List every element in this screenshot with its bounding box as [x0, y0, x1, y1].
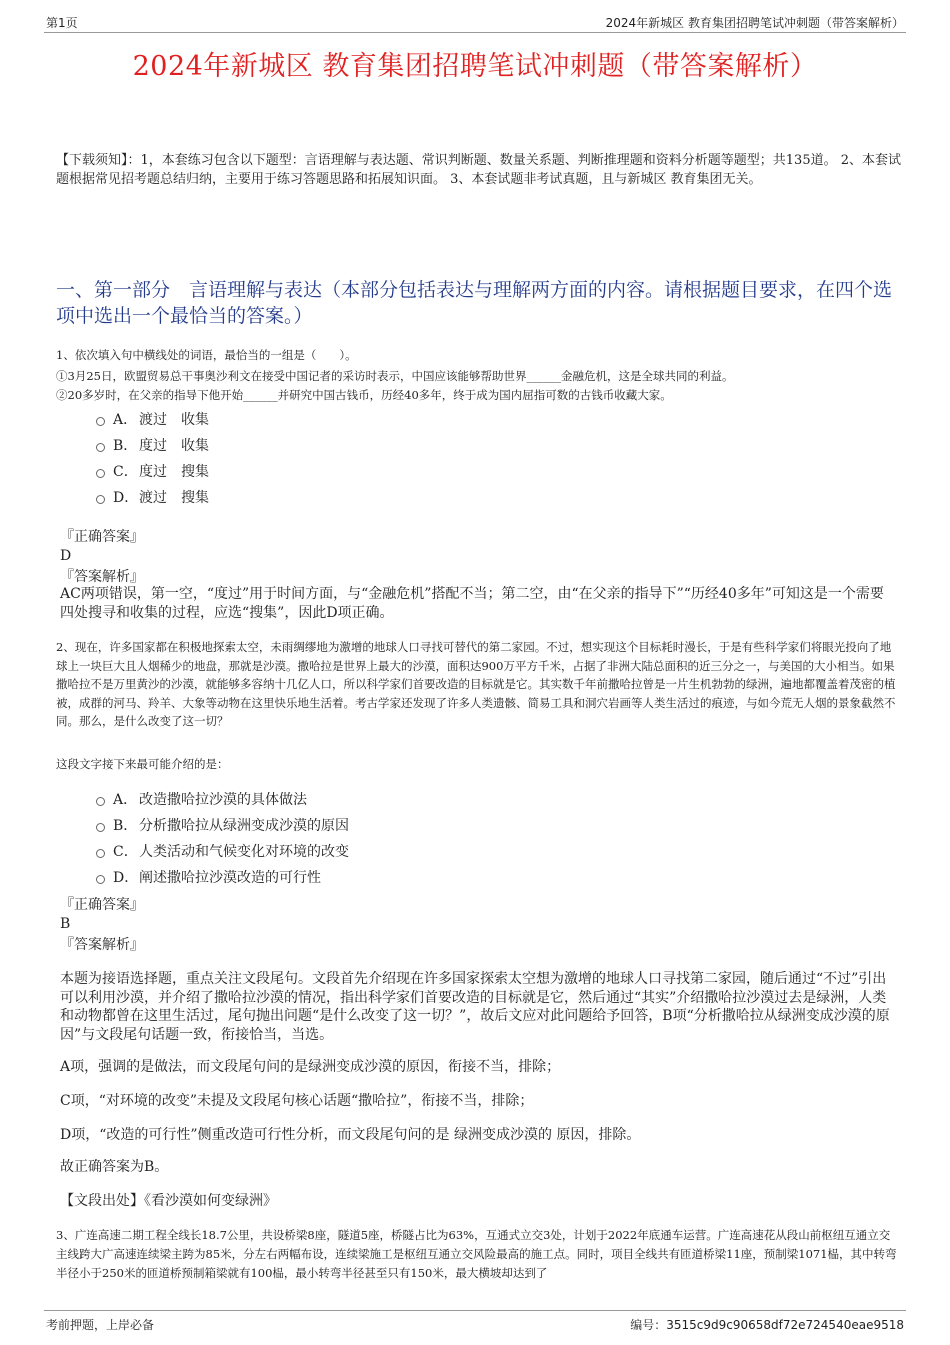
document-title: 2024年新城区 教育集团招聘笔试冲刺题（带答案解析）: [132, 51, 818, 82]
q1-option-c[interactable]: C． 度过 搜集: [96, 458, 209, 484]
page-number: 第1页: [46, 16, 78, 30]
radio-icon[interactable]: [96, 823, 105, 832]
radio-icon[interactable]: [96, 797, 105, 806]
q2-prompt: 这段文字接下来最可能介绍的是：: [56, 757, 229, 771]
radio-icon[interactable]: [96, 495, 105, 504]
q2-option-a[interactable]: A． 改造撒哈拉沙漠的具体做法: [96, 786, 349, 812]
footer-note: 考前押题，上岸必备: [46, 1318, 155, 1332]
q1-answer: D: [60, 548, 72, 564]
radio-icon[interactable]: [96, 875, 105, 884]
page-footer: [44, 1310, 906, 1335]
page-header: [44, 10, 906, 33]
q2-option-c[interactable]: C． 人类活动和气候变化对环境的改变: [96, 838, 349, 864]
q2-analysis-d: D项，“改造的可行性”侧重改造可行性分析，而文段尾句问的是 绿洲变成沙漠的 原因，排除。: [60, 1127, 641, 1143]
q2-analysis-label: 『答案解析』: [60, 937, 144, 953]
q2-stem: 2、现在，许多国家都在积极地探索太空，未雨绸缪地为激增的地球人口寻找可替代的第二家园。不过，想实现这个目标耗时漫长，于是有些科学家们将眼光投向了地球上一块巨大且人烟稀少的地盘，那就是沙漠。撒哈拉是世界上最大的沙漠，面积达900万平方千米，占据了非洲大陆总面积的近三分之一，与美国的大小相当。如果撒哈拉不是万里黄沙的沙漠，就能够多容纳十几亿人口，所以科学家们首要改造的目标就是它。其实数千年前撒哈拉曾是一片生机勃勃的绿洲，遍地都覆盖着茂密的植被，成群的河马、羚羊、大象等动物在这里快乐地生活着。考古学家还发现了许多人类遗骸、简易工具和洞穴岩画等人类生活过的痕迹，与如今荒无人烟的景象截然不同。那么，是什么改变了这一切？: [56, 640, 896, 728]
q2-analysis-c: C项，“对环境的改变”未提及文段尾句核心话题“撒哈拉”，衔接不当，排除；: [60, 1093, 534, 1109]
q1-line2: ②20多岁时，在父亲的指导下他开始______并研究中国古钱币，历经40多年，终于成为国内屈指可数的古钱币收藏大家。: [56, 388, 672, 402]
q1-option-d[interactable]: D． 渡过 搜集: [96, 484, 209, 510]
radio-icon[interactable]: [96, 469, 105, 478]
section-heading: 一、第一部分 言语理解与表达（本部分包括表达与理解两方面的内容。请根据题目要求，在四个选项中选出一个最恰当的答案。）: [56, 279, 893, 327]
q2-options: [96, 786, 349, 890]
q2-analysis-main: 本题为接语选择题，重点关注文段尾句。文段首先介绍现在许多国家探索太空想为激增的地球人口寻找第二家园，随后通过“不过”引出可以利用沙漠，并介绍了撒哈拉沙漠的情况，指出科学家们首要改造的目标就是它，然后通过“其实”介绍撒哈拉沙漠过去是绿洲，人类和动物都曾在这里生活过，尾句抛出问题“是什么改变了这一切？”，故后文应对此问题给予回答，B项“分析撒哈拉从绿洲变成沙漠的原因”与文段尾句话题一致，衔接恰当，当选。: [60, 971, 890, 1043]
q1-option-a[interactable]: A． 渡过 收集: [96, 406, 209, 432]
q2-analysis-a: A项，强调的是做法，而文段尾句问的是绿洲变成沙漠的原因，衔接不当，排除；: [60, 1059, 561, 1075]
q1-stem: 1、依次填入句中横线处的词语，最恰当的一组是（ ）。: [56, 348, 357, 362]
q2-conclusion: 故正确答案为B。: [60, 1159, 169, 1175]
header-doc-title: 2024年新城区 教育集团招聘笔试冲刺题（带答案解析）: [605, 16, 904, 30]
footer-code: 编号：3515c9d9c90658df72e724540eae9518: [630, 1318, 904, 1332]
q2-source: 【文段出处】《看沙漠如何变绿洲》: [60, 1193, 277, 1209]
radio-icon[interactable]: [96, 849, 105, 858]
q1-analysis-label: 『答案解析』: [60, 569, 144, 585]
radio-icon[interactable]: [96, 417, 105, 426]
q2-answer-label: 『正确答案』: [60, 897, 144, 913]
radio-icon[interactable]: [96, 443, 105, 452]
q1-answer-label: 『正确答案』: [60, 529, 144, 545]
q1-options: [96, 406, 209, 510]
q2-option-b[interactable]: B． 分析撒哈拉从绿洲变成沙漠的原因: [96, 812, 349, 838]
q1-line1: ①3月25日，欧盟贸易总干事奥沙利文在接受中国记者的采访时表示，中国应该能够帮助世界______金融危机，这是全球共同的利益。: [56, 369, 734, 383]
q1-analysis: AC两项错误，第一空，“度过”用于时间方面，与“金融危机”搭配不当；第二空，由“在父亲的指导下”“历经40多年”可知这是一个需要四处搜寻和收集的过程，应选“搜集”，因此D项正确。: [60, 586, 884, 621]
q3-stem: 3、广连高速二期工程全线长18.7公里，共设桥梁8座，隧道5座，桥隧占比为63%，互通式立交3处，计划于2022年底通车运营。广连高速花从段山前枢纽互通立交主线跨大广高速连续梁主跨为85米，分左右两幅布设，连续梁施工是枢纽互通立交风险最高的施工点。同时，项目全线共有匝道桥梁11座，预制梁1071榀，其中转弯半径小于250米的匝道桥预制箱梁就有100榀，最小转弯半径甚至只有150米，最大横坡却达到了: [56, 1228, 897, 1280]
q2-answer: B: [60, 916, 71, 932]
download-notice: 【下载须知】：1，本套练习包含以下题型：言语理解与表达题、常识判断题、数量关系题、判断推理题和资料分析题等题型；共135道。 2、本套试题根据常见招考题总结归纳，主要用于练习答题思路和拓展知识面。 3、本套试题非考试真题，且与新城区 教育集团无关。: [56, 153, 901, 187]
q2-option-d[interactable]: D． 阐述撒哈拉沙漠改造的可行性: [96, 864, 349, 890]
q1-option-b[interactable]: B． 度过 收集: [96, 432, 209, 458]
